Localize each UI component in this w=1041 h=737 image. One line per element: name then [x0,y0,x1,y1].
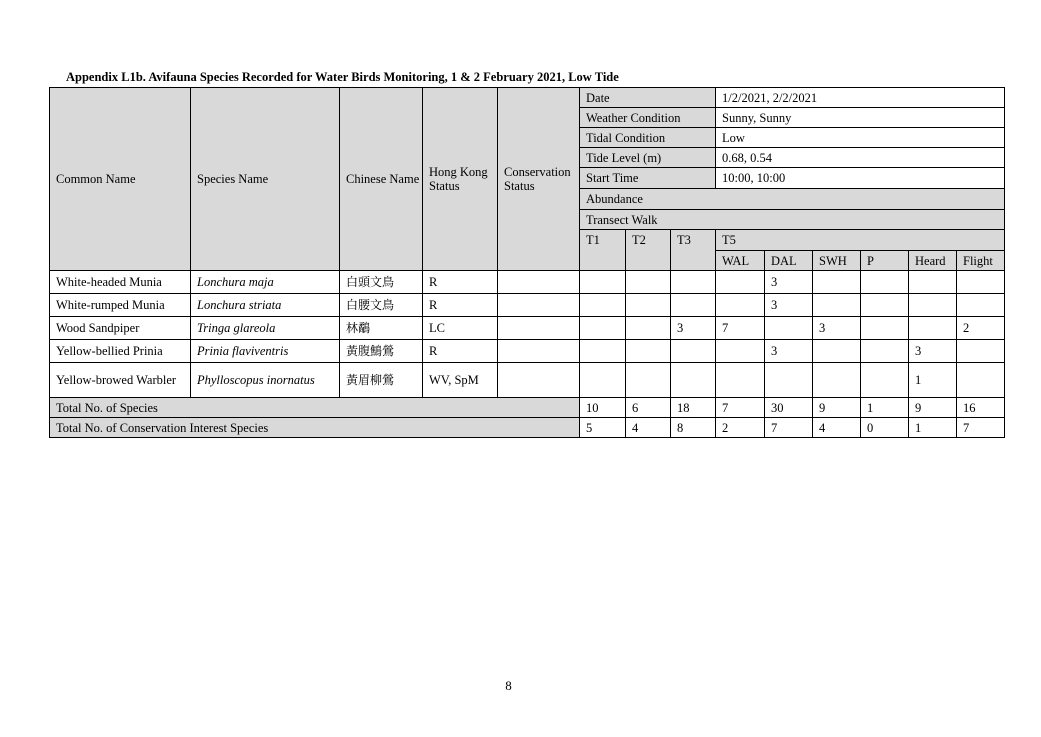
cell-heard: 3 [909,340,957,363]
survey-value: 1/2/2021, 2/2/2021 [716,88,1005,108]
cell-flight [957,271,1005,294]
cell-wal [716,294,765,317]
cell-swh: 3 [813,317,861,340]
cell-species-name: Phylloscopus inornatus [191,363,340,398]
survey-label: Start Time [580,168,716,189]
cell-t3 [671,271,716,294]
total-dal: 30 [765,398,813,418]
total-heard: 9 [909,398,957,418]
cell-dal: 3 [765,340,813,363]
header-t3: T3 [671,230,716,271]
survey-label: Weather Condition [580,108,716,128]
cell-conservation-status [498,294,580,317]
total-t2: 4 [626,418,671,438]
total-swh: 4 [813,418,861,438]
cell-chinese-name: 黃腹鷦鶯 [340,340,423,363]
header-abundance: Abundance [580,189,1005,210]
cell-hk-status: R [423,271,498,294]
header-common-name: Common Name [50,88,191,271]
total-heard: 1 [909,418,957,438]
cell-chinese-name: 白頭文鳥 [340,271,423,294]
survey-value: Sunny, Sunny [716,108,1005,128]
survey-value: Low [716,128,1005,148]
cell-p [861,271,909,294]
cell-heard [909,317,957,340]
cell-wal [716,271,765,294]
cell-common-name: Yellow-browed Warbler [50,363,191,398]
cell-flight: 2 [957,317,1005,340]
cell-t1 [580,363,626,398]
cell-species-name: Tringa glareola [191,317,340,340]
cell-dal: 3 [765,271,813,294]
totals-row [50,418,1005,438]
total-wal: 2 [716,418,765,438]
header-t2: T2 [626,230,671,271]
page-number: 8 [505,678,512,693]
cell-p [861,363,909,398]
cell-t2 [626,363,671,398]
survey-value: 10:00, 10:00 [716,168,1005,189]
table-row [50,317,1005,340]
total-species-label: Total No. of Species [50,398,580,418]
cell-chinese-name: 黃眉柳鶯 [340,363,423,398]
cell-common-name: White-rumped Munia [50,294,191,317]
cell-dal [765,317,813,340]
cell-dal: 3 [765,294,813,317]
header-species-name: Species Name [191,88,340,271]
header-p: P [861,251,909,271]
cell-t1 [580,294,626,317]
header-chinese-name: Chinese Name [340,88,423,271]
table-title: Appendix L1b. Avifauna Species Recorded for Water Birds Monitoring, 1 & 2 February 2021, Low Tide [66,70,619,84]
cell-t2 [626,271,671,294]
cell-t3: 3 [671,317,716,340]
header-flight: Flight [957,251,1005,271]
cell-heard [909,294,957,317]
cell-chinese-name: 林鷸 [340,317,423,340]
total-t3: 8 [671,418,716,438]
total-dal: 7 [765,418,813,438]
total-wal: 7 [716,398,765,418]
table-row [50,271,1005,294]
table-row [50,294,1005,317]
header-row [50,88,1005,108]
cell-t3 [671,363,716,398]
total-conservation-label: Total No. of Conservation Interest Species [50,418,580,438]
cell-species-name: Lonchura maja [191,271,340,294]
header-heard: Heard [909,251,957,271]
total-p: 1 [861,398,909,418]
table-row [50,340,1005,363]
cell-p [861,317,909,340]
cell-hk-status: LC [423,317,498,340]
header-conservation-status: Conservation Status [498,88,580,271]
header-hk-status: Hong Kong Status [423,88,498,271]
total-swh: 9 [813,398,861,418]
cell-wal: 7 [716,317,765,340]
cell-conservation-status [498,363,580,398]
header-transect-walk: Transect Walk [580,210,1005,230]
cell-t1 [580,317,626,340]
cell-flight [957,340,1005,363]
cell-hk-status: WV, SpM [423,363,498,398]
table-row [50,363,1005,398]
cell-wal [716,340,765,363]
total-t1: 10 [580,398,626,418]
cell-swh [813,340,861,363]
survey-label: Date [580,88,716,108]
avifauna-table [49,87,1005,438]
cell-wal [716,363,765,398]
cell-t2 [626,317,671,340]
cell-dal [765,363,813,398]
cell-species-name: Lonchura striata [191,294,340,317]
survey-label: Tide Level (m) [580,148,716,168]
cell-common-name: Wood Sandpiper [50,317,191,340]
total-t1: 5 [580,418,626,438]
cell-p [861,294,909,317]
cell-t2 [626,340,671,363]
cell-hk-status: R [423,294,498,317]
header-t5: T5 [716,230,1005,251]
cell-common-name: White-headed Munia [50,271,191,294]
cell-conservation-status [498,317,580,340]
cell-swh [813,363,861,398]
total-flight: 7 [957,418,1005,438]
totals-row [50,398,1005,418]
total-t2: 6 [626,398,671,418]
cell-t2 [626,294,671,317]
survey-label: Tidal Condition [580,128,716,148]
header-dal: DAL [765,251,813,271]
cell-flight [957,363,1005,398]
cell-heard [909,271,957,294]
header-swh: SWH [813,251,861,271]
cell-chinese-name: 白腰文鳥 [340,294,423,317]
cell-t1 [580,340,626,363]
cell-heard: 1 [909,363,957,398]
cell-swh [813,294,861,317]
cell-p [861,340,909,363]
cell-t1 [580,271,626,294]
header-wal: WAL [716,251,765,271]
cell-conservation-status [498,271,580,294]
cell-conservation-status [498,340,580,363]
total-flight: 16 [957,398,1005,418]
cell-hk-status: R [423,340,498,363]
cell-common-name: Yellow-bellied Prinia [50,340,191,363]
survey-value: 0.68, 0.54 [716,148,1005,168]
header-t1: T1 [580,230,626,271]
cell-species-name: Prinia flaviventris [191,340,340,363]
cell-swh [813,271,861,294]
total-p: 0 [861,418,909,438]
cell-t3 [671,340,716,363]
cell-flight [957,294,1005,317]
total-t3: 18 [671,398,716,418]
cell-t3 [671,294,716,317]
